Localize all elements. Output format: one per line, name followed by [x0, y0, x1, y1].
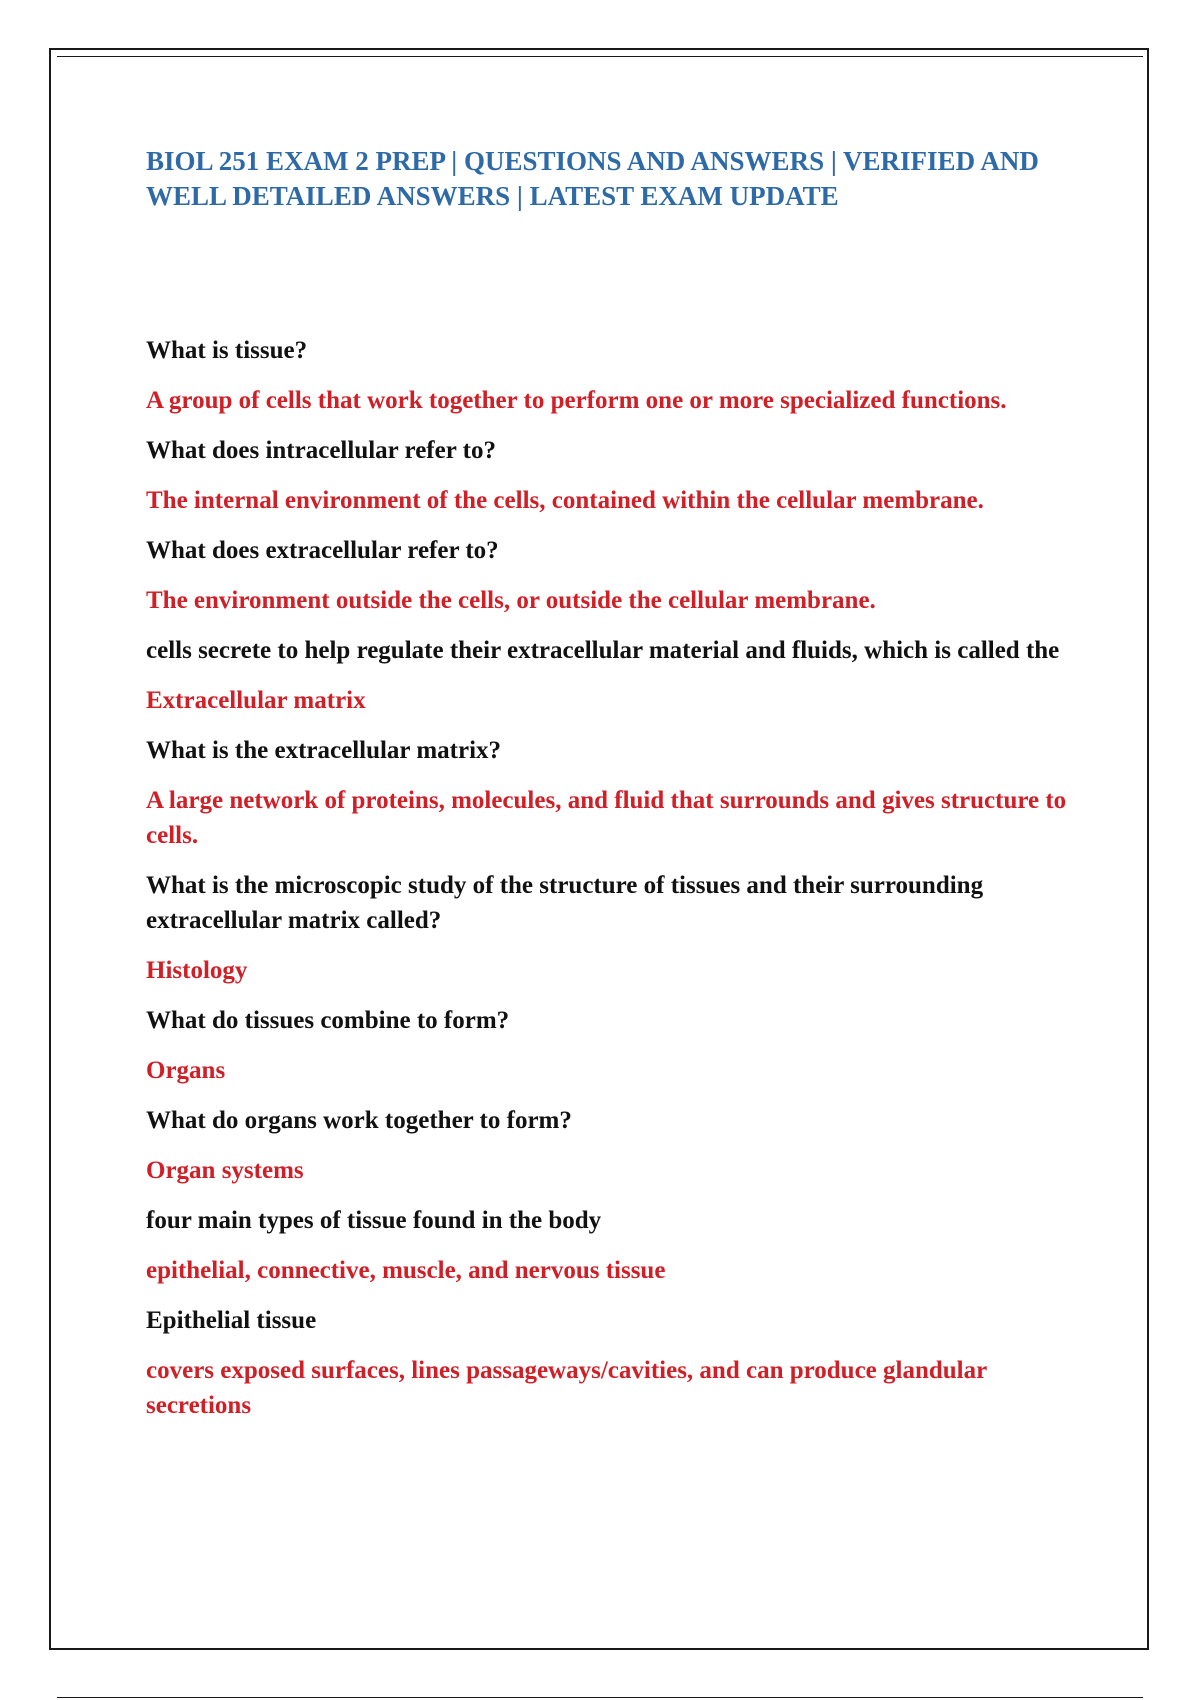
question-text: What is tissue?: [146, 337, 308, 364]
qa-item: [146, 1103, 1076, 1188]
document-title: BIOL 251 EXAM 2 PREP | QUESTIONS AND ANSWERS | VERIFIED AND WELL DETAILED ANSWERS | LATEST EXAM UPDATE: [146, 146, 1039, 211]
qa-item: [146, 1303, 1076, 1423]
qa-list: [146, 333, 1076, 1438]
answer-text: The internal environment of the cells, contained within the cellular membrane.: [146, 487, 984, 514]
answer-text: Histology: [146, 957, 248, 984]
answer-text: Organ systems: [146, 1157, 304, 1184]
qa-item: [146, 733, 1076, 853]
question-text: cells secrete to help regulate their extracellular material and fluids, which is called the: [146, 637, 1060, 664]
answer-text: A group of cells that work together to perform one or more specialized functions.: [146, 387, 1007, 414]
answer-text: A large network of proteins, molecules, and fluid that surrounds and gives structure to cells.: [146, 787, 1067, 849]
question-text: What do tissues combine to form?: [146, 1007, 510, 1034]
answer-text: covers exposed surfaces, lines passageways/cavities, and can produce glandular secretions: [146, 1357, 987, 1419]
qa-item: [146, 1003, 1076, 1088]
question-text: What is the extracellular matrix?: [146, 737, 502, 764]
question-text: Epithelial tissue: [146, 1307, 317, 1334]
answer-text: The environment outside the cells, or outside the cellular membrane.: [146, 587, 876, 614]
answer-text: epithelial, connective, muscle, and nervous tissue: [146, 1257, 666, 1284]
question-text: What is the microscopic study of the structure of tissues and their surrounding extracellular matrix called?: [146, 872, 984, 934]
answer-text: Organs: [146, 1057, 226, 1084]
answer-text: Extracellular matrix: [146, 687, 366, 714]
question-text: What do organs work together to form?: [146, 1107, 572, 1134]
question-text: What does extracellular refer to?: [146, 537, 499, 564]
page-top-rule: [57, 56, 1143, 57]
qa-item: [146, 868, 1076, 988]
question-text: four main types of tissue found in the body: [146, 1207, 602, 1234]
next-page-top-rule: [57, 1697, 1143, 1698]
qa-item: [146, 533, 1076, 618]
qa-item: [146, 633, 1076, 718]
qa-item: [146, 333, 1076, 418]
qa-item: [146, 433, 1076, 518]
qa-item: [146, 1203, 1076, 1288]
question-text: What does intracellular refer to?: [146, 437, 496, 464]
